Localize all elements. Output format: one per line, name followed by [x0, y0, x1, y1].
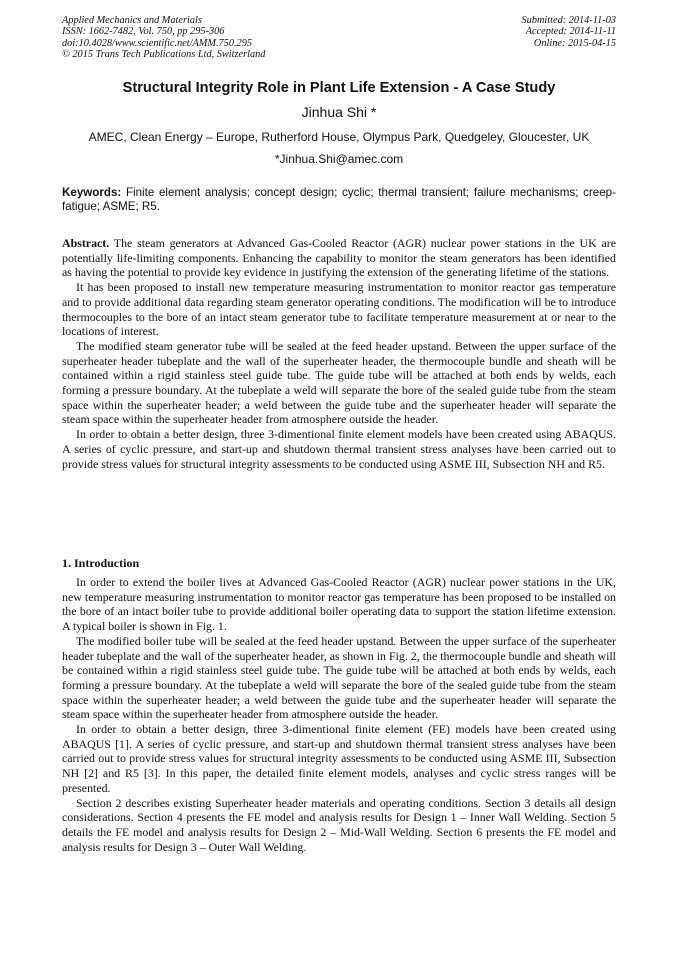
publication-dates	[522, 15, 616, 49]
issn-line: ISSN: 1662-7482, Vol. 750, pp 295-306	[62, 26, 225, 38]
submitted-date: Submitted: 2014-11-03	[521, 15, 616, 26]
publication-info	[62, 15, 265, 61]
introduction-paragraph: The modified boiler tube will be sealed at the feed header upstand. Between the upper surface of the superheater header tubeplate and the wall of the superheater header, as shown in Fig. 2, the thermocouple bundle and sheath will be contained within a rigid stainless steel guide tube. The guide tube will be attached at both ends by welds, each forming a pressure boundary. At the tubeplate a weld will separate the bore of the sealed guide tube from the steam space within the superheater header; a weld between the guide tube and the superheater header will separate the steam space within the superheater header from atmosphere outside the header.	[62, 633, 616, 722]
abstract-paragraph: It has been proposed to install new temperature measuring instrumentation to monitor reactor gas temperature and to provide additional data regarding steam generator operating conditions. The modification will be to introduce thermocouples to the bore of an intact steam generator tube to facilitate temperature measurement at or near to the locations of interest.	[62, 280, 616, 339]
doi-line: doi:10.4028/www.scientific.net/AMM.750.295	[62, 37, 252, 49]
paper-title: Structural Integrity Role in Plant Life Extension - A Case Study	[122, 80, 556, 96]
abstract-label: Abstract.	[62, 236, 110, 250]
accepted-date: Accepted: 2014-11-11	[525, 26, 616, 38]
introduction-paragraph: In order to obtain a better design, three 3-dimentional finite element (FE) models have been created using ABAQUS [1]. A series of cyclic pressure, and start-up and shutdown thermal transient stress analyses have been carried out to provide stress values for structural integrity assessments to be conducted using ASME III, Subsection NH [2] and R5 [3]. In this paper, the detailed finite element models, analyses and cyclic stress ranges will be presented.	[62, 722, 616, 795]
keywords-label: Keywords:	[62, 186, 122, 199]
introduction-paragraph: In order to extend the boiler lives at Advanced Gas-Cooled Reactor (AGR) nuclear power stations in the UK, new temperature measuring instrumentation to monitor reactor gas temperature has been proposed to be installed on the bore of an intact boiler tube to provide additional boiler operating data to support the station lifetime extension. A typical boiler is shown in Fig. 1.	[62, 575, 616, 634]
section-heading: 1. Introduction	[62, 556, 140, 570]
introduction-section	[62, 575, 616, 854]
abstract-paragraph	[62, 236, 616, 280]
introduction-paragraph: Section 2 describes existing Superheater header materials and operating conditions. Section 3 details all design considerations. Section 4 presents the FE model and analysis results for Design 1 – Inner Wall Welding. Section 5 details the FE model and analysis results for Design 2 – Mid-Wall Welding. Section 6 presents the FE model and analysis results for Design 3 – Outer Wall Welding.	[62, 795, 616, 854]
online-date: Online: 2015-04-15	[533, 37, 616, 49]
keywords-text: Finite element analysis; concept design; cyclic; thermal transient; failure mechanisms; creep-fatigue; ASME; R5.	[62, 186, 616, 214]
author-affiliation: AMEC, Clean Energy – Europe, Rutherford House, Olympus Park, Quedgeley, Gloucester, UK	[88, 130, 590, 144]
abstract-paragraph: The modified steam generator tube will be sealed at the feed header upstand. Between the upper surface of the superheater header tubeplate and the wall of the superheater header, the thermocouple bundle and sheath will be contained within a rigid stainless steel guide tube. The guide tube will be attached at both ends by welds, each forming a pressure boundary. At the tubeplate a weld will separate the bore of the sealed guide tube from the steam space within the superheater header; a weld between the guide tube and the superheater header will separate the steam space within the superheater header from atmosphere outside the header.	[62, 338, 616, 427]
keywords-block	[62, 186, 616, 214]
copyright-line: © 2015 Trans Tech Publications Ltd, Switzerland	[62, 49, 266, 61]
abstract-text: The steam generators at Advanced Gas-Cooled Reactor (AGR) nuclear power stations in the UK are potentially life-limiting components. Enhancing the capability to monitor the steam generators has been identified as having the potential to provide key evidence in justifying the extension of the generating lifetime of the stations.	[62, 236, 616, 280]
abstract-paragraph: In order to obtain a better design, three 3-dimentional finite element models have been created using ABAQUS. A series of cyclic pressure, and start-up and shutdown thermal transient stress analyses have been carried out to provide stress values for structural integrity assessments to be conducted using ASME III, Subsection NH and R5.	[62, 427, 616, 471]
abstract-section	[62, 236, 616, 471]
journal-name: Applied Mechanics and Materials	[62, 15, 202, 26]
author-name: Jinhua Shi *	[301, 104, 377, 120]
author-email: *Jinhua.Shi@amec.com	[274, 152, 404, 166]
